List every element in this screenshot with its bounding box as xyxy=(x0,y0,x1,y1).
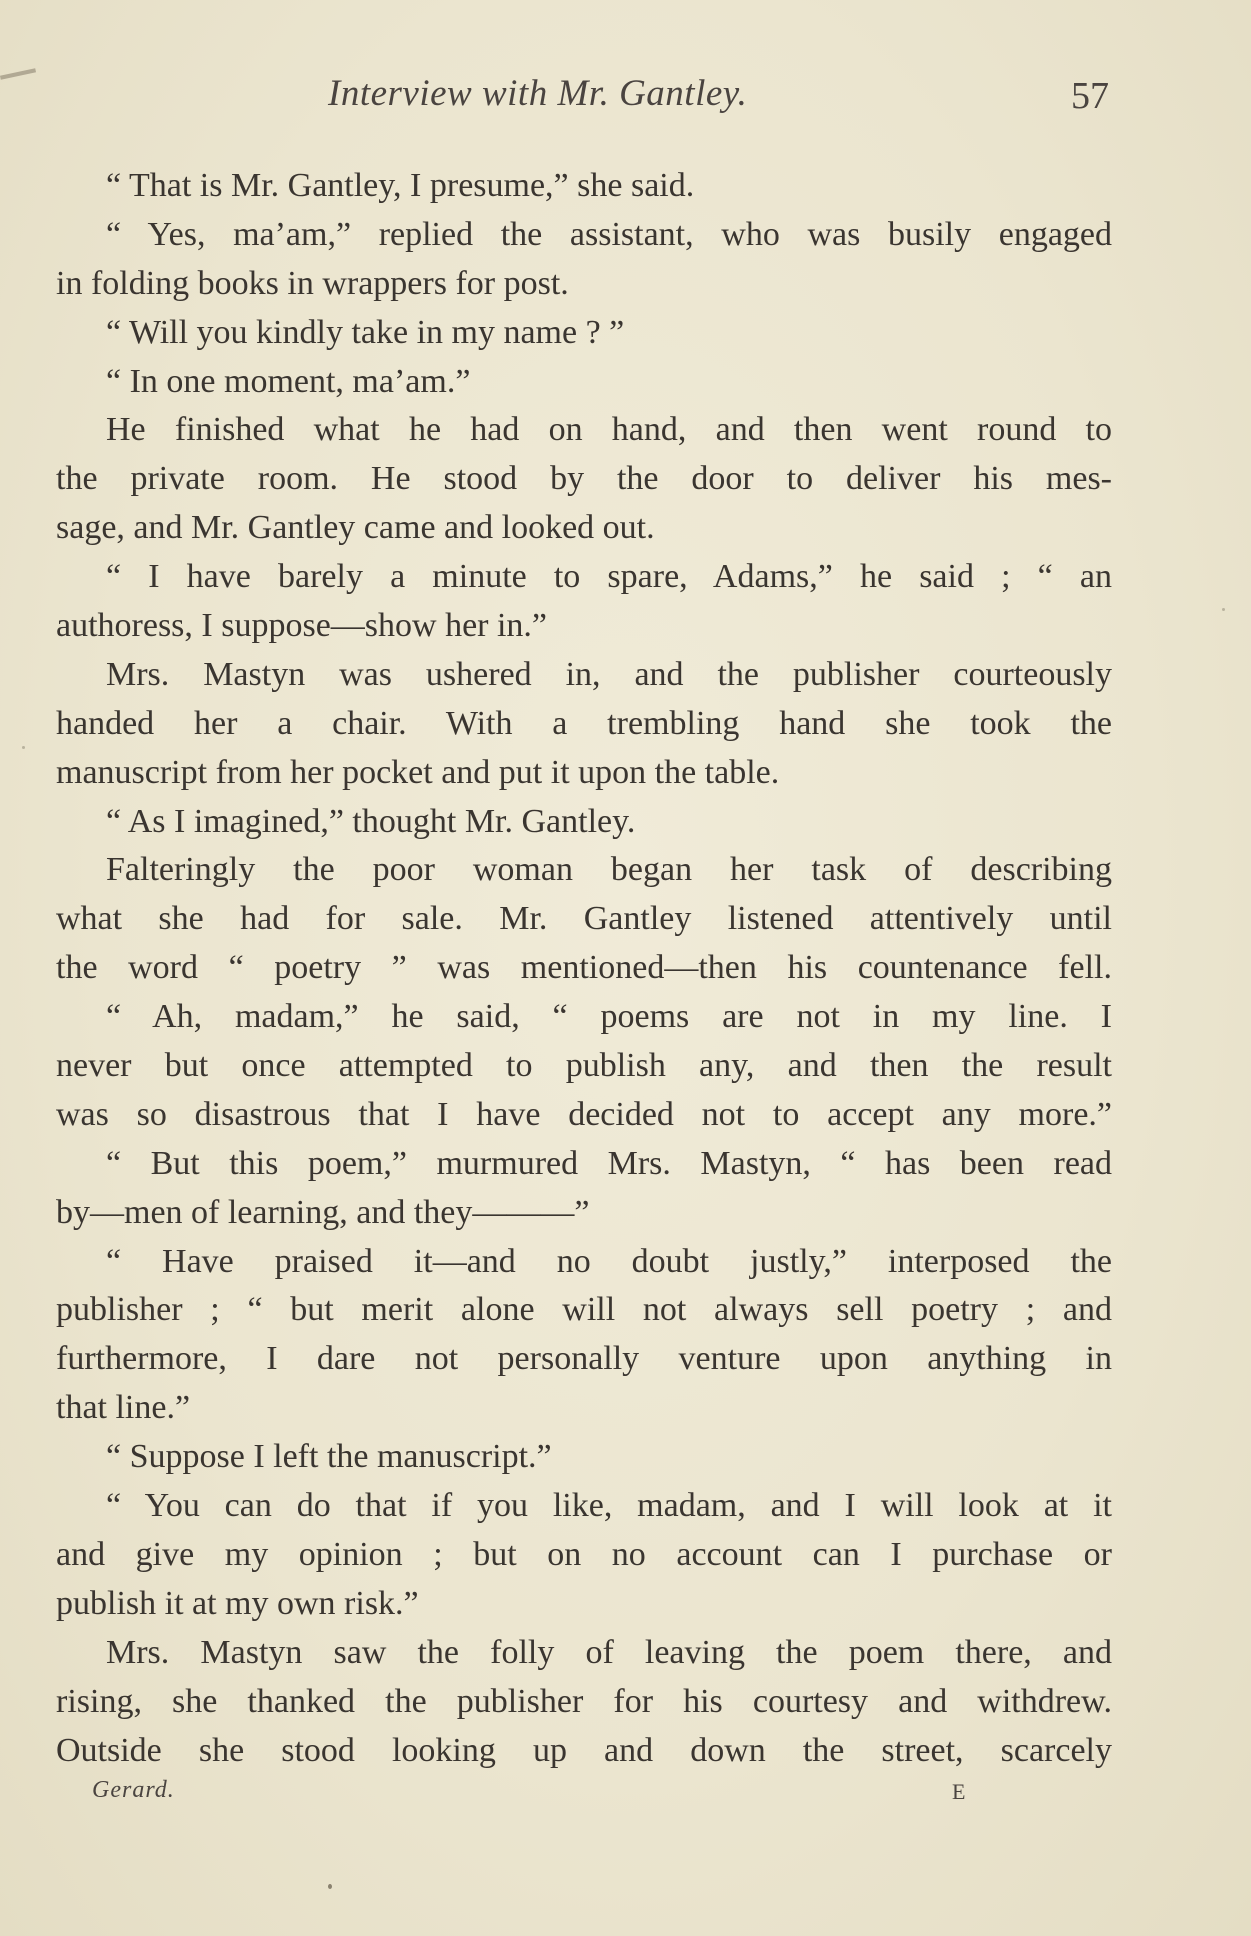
text-line: Mrs. Mastyn was ushered in, and the publisher courteously xyxy=(106,655,1112,693)
text-line: the private room. He stood by the door to deliver his mes- xyxy=(56,460,1112,498)
text-line: “ Suppose I left the manuscript.” xyxy=(106,1438,552,1476)
running-head xyxy=(56,72,1116,122)
running-title: Interview with Mr. Gantley. xyxy=(328,73,748,114)
page-number: 57 xyxy=(1071,75,1109,117)
text-line: “ But this poem,” murmured Mrs. Mastyn, “ has been read xyxy=(106,1144,1112,1182)
paper-speck xyxy=(22,746,25,749)
text-line: rising, she thanked the publisher for his courtesy and withdrew. xyxy=(56,1682,1112,1720)
paper-speck xyxy=(1222,608,1225,611)
text-line: was so disastrous that I have decided not to accept any more.” xyxy=(56,1095,1112,1133)
text-line: and give my opinion ; but on no account can I purchase or xyxy=(56,1535,1112,1573)
signature-mark: Gerard. xyxy=(92,1777,175,1803)
signature-letter: E xyxy=(952,1779,967,1804)
text-line: “ You can do that if you like, madam, and I will look at it xyxy=(106,1487,1112,1525)
text-line: by—men of learning, and they———” xyxy=(56,1193,590,1231)
body-text xyxy=(56,162,1112,1775)
text-line: “ As I imagined,” thought Mr. Gantley. xyxy=(106,802,636,840)
text-line: sage, and Mr. Gantley came and looked out. xyxy=(56,509,655,547)
text-line: “ That is Mr. Gantley, I presume,” she said. xyxy=(106,167,695,204)
text-line: the word “ poetry ” was mentioned—then his countenance fell. xyxy=(56,949,1112,987)
text-line: “ Yes, ma’am,” replied the assistant, who was busily engaged xyxy=(106,215,1112,253)
text-line: authoress, I suppose—show her in.” xyxy=(56,607,548,645)
text-line: what she had for sale. Mr. Gantley listened attentively until xyxy=(56,900,1112,938)
text-line: publisher ; “ but merit alone will not always sell poetry ; and xyxy=(56,1291,1112,1329)
text-line: “ Will you kindly take in my name ? ” xyxy=(106,313,625,351)
text-line: in folding books in wrappers for post. xyxy=(56,264,569,302)
text-line: “ In one moment, ma’am.” xyxy=(106,362,471,400)
text-line: Falteringly the poor woman began her task of describing xyxy=(106,851,1112,889)
signature-line xyxy=(0,1777,1251,1817)
text-line: handed her a chair. With a trembling hand she took the xyxy=(56,704,1112,742)
text-line: “ I have barely a minute to spare, Adams,” he said ; “ an xyxy=(106,558,1112,596)
page-edge-mark xyxy=(0,68,36,79)
text-line: Mrs. Mastyn saw the folly of leaving the poem there, and xyxy=(106,1633,1112,1671)
text-line: that line.” xyxy=(56,1389,191,1427)
text-line: manuscript from her pocket and put it upon the table. xyxy=(56,753,780,791)
text-line: He finished what he had on hand, and then went round to xyxy=(106,411,1112,449)
text-line: publish it at my own risk.” xyxy=(56,1584,419,1622)
text-line: Outside she stood looking up and down the street, scarcely xyxy=(56,1731,1112,1769)
text-line: furthermore, I dare not personally venture upon anything in xyxy=(56,1340,1112,1378)
text-line: never but once attempted to publish any, and then the result xyxy=(56,1047,1112,1085)
paper-speck xyxy=(328,1884,332,1889)
text-line: “ Have praised it—and no doubt justly,” interposed the xyxy=(106,1242,1112,1280)
text-line: “ Ah, madam,” he said, “ poems are not in my line. I xyxy=(106,998,1112,1036)
